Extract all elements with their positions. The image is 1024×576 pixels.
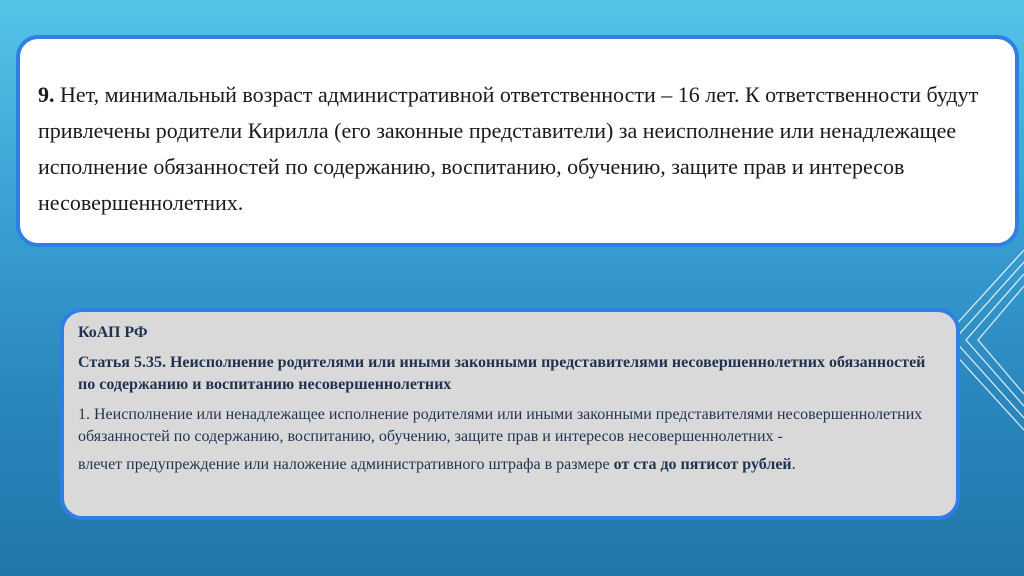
law-card [60,308,960,520]
penalty-prefix: влечет предупреждение или наложение административного штрафа в размере [78,456,614,473]
penalty-amount: от ста до пятисот рублей [613,456,792,473]
law-article-title: Статья 5.35. Неисполнение родителями или иными законными представителями несовершеннолетних обязанностей по содержанию и воспитанию несовершеннолетних [78,354,926,393]
law-code-title: КоАП РФ [78,324,148,341]
answer-card [16,35,1019,247]
penalty-suffix: . [791,456,796,473]
answer-text [38,77,997,221]
answer-body: Нет, минимальный возраст административной ответственности – 16 лет. К ответственности будут привлечены родители Кирилла (его законные представители) за неисполнение или ненадлежащее исполнение обязанностей по содержанию, воспитанию, обучению, защите прав и интересов несовершеннолетних. [38,82,979,215]
law-penalty-text [78,454,942,476]
law-clause-text: 1. Неисполнение или ненадлежащее исполнение родителями или иными законными представителями несовершеннолетних обязанностей по содержанию, воспитанию, обучению, защите прав и интересов несовершеннолетних - [78,406,923,445]
answer-number: 9. [38,82,55,107]
